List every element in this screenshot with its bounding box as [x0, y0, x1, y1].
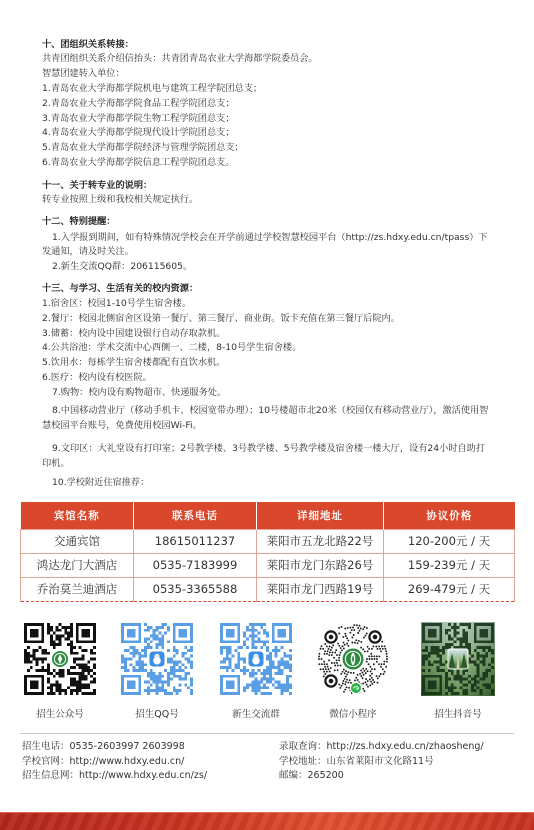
list-item: 2.餐厅：校园北侧宿舍区设第一餐厅、第三餐厅、商业街。饭卡充值在第三餐厅后院内。 [42, 312, 400, 324]
body-text [42, 38, 494, 491]
list-item: 7.购物：校内设有购物超市、快递服务处。 [52, 386, 227, 398]
new-student-group-qr-code-icon [219, 622, 293, 696]
address-cell: 莱阳市龙门东路26号 [257, 553, 384, 577]
contact-right-column [279, 740, 484, 784]
admission-query: 录取查询：http://zs.hdxy.edu.cn/zhaosheng/ [279, 741, 484, 752]
hotel-name-cell: 交通宾馆 [21, 529, 134, 553]
school-emblem-icon [51, 650, 70, 669]
school-address: 学校地址：山东省莱阳市文化路11号 [279, 755, 434, 767]
section-special-reminder [42, 215, 494, 275]
qr-label-student-group: 新生交流群 [232, 709, 280, 720]
address-cell: 莱阳市五龙北路22号 [257, 529, 384, 553]
qr-label-official-account: 招生公众号 [36, 709, 84, 720]
postal-code: 邮编：265200 [279, 770, 344, 782]
paragraph: 共青团组织关系介绍信抬头：共青团青岛农业大学海都学院委员会。 [42, 53, 318, 65]
list-item: 10.学校附近住宿推荐： [52, 476, 150, 488]
price-cell: 269-479元 / 天 [384, 577, 515, 601]
hotel-name-cell: 鸿达龙门大酒店 [21, 553, 134, 577]
wechat-mini-program-code-icon [316, 622, 390, 696]
section-heading: 十三、与学习、生活有关的校内资源： [42, 283, 199, 295]
column-header-address: 详细地址 [257, 502, 384, 529]
hotel-table [20, 502, 515, 602]
table-row [21, 577, 515, 601]
section-heading: 十一、关于转专业的说明： [42, 179, 153, 191]
footer-divider [20, 733, 514, 734]
qq-logo-icon [247, 650, 265, 668]
qr-label-mini-program: 微信小程序 [329, 709, 377, 720]
list-item: 4.青岛农业大学海都学院现代设计学院团总支； [42, 127, 235, 139]
column-header-phone: 联系电话 [134, 502, 257, 529]
bottom-decorative-band [0, 812, 534, 830]
table-row [21, 553, 515, 577]
admissions-info-website: 招生信息网：http://www.hdxy.edu.cn/zs/ [22, 770, 208, 782]
price-cell: 120-200元 / 天 [384, 529, 515, 553]
column-header-hotel-name: 宾馆名称 [21, 502, 134, 529]
qr-label-qq: 招生QQ号 [135, 709, 179, 720]
list-item: 8.中国移动营业厅（移动手机卡、校园宽带办理）；10号楼超市北20米（校园仅有移动营业厅），激活使用智慧校园平台账号，免费使用校园Wi-Fi。 [42, 405, 489, 432]
list-item: 5.饮用水：每栋学生宿舍楼都配有直饮水机。 [42, 357, 226, 369]
list-item: 3.储蓄：校内设中国建设银行自动存取款机。 [42, 327, 226, 339]
qr-label-douyin: 招生抖音号 [434, 709, 482, 720]
campus-photo-icon [448, 649, 468, 669]
list-item: 1.宿舍区：校园1-10号学生宿舍楼。 [42, 297, 192, 309]
hotel-name-cell: 乔治莫兰迪酒店 [21, 577, 134, 601]
phone-cell: 0535-3365588 [134, 577, 257, 601]
section-campus-resources [42, 282, 494, 490]
admissions-qq-qr-code-icon [120, 622, 194, 696]
list-item: 6.医疗：校内设有校医院。 [42, 371, 152, 383]
list-item: 3.青岛农业大学海都学院生物工程学院团总支； [42, 112, 235, 124]
table-header-row [21, 502, 515, 529]
table-row [21, 529, 515, 553]
column-header-price: 协议价格 [384, 502, 515, 529]
phone-cell: 18615011237 [134, 529, 257, 553]
qq-logo-icon [148, 650, 166, 668]
address-cell: 莱阳市龙门西路19号 [257, 577, 384, 601]
list-item: 5.青岛农业大学海都学院经济与管理学院团总支； [42, 142, 244, 154]
paragraph: 智慧团建转入单位： [42, 68, 125, 80]
school-emblem-icon [341, 647, 365, 671]
admissions-phone: 招生电话：0535-2603997 2603998 [22, 741, 185, 752]
section-heading: 十二、特别提醒： [42, 215, 116, 227]
table-body [21, 529, 515, 601]
list-item: 4.公共浴池：学术交流中心西侧一、二楼，8-10号学生宿舍楼。 [42, 342, 302, 354]
list-item: 9.文印区：大礼堂设有打印室；2号教学楼、3号教学楼、5号教学楼及宿舍楼一楼大厅，设有24小时自助打印机。 [42, 443, 486, 469]
section-league-relation-transfer [42, 38, 494, 171]
school-website: 学校官网：http://www.hdxy.edu.cn/ [22, 755, 185, 767]
admissions-douyin-qr-code-icon [421, 622, 495, 696]
table-header [21, 502, 515, 529]
list-item: 1.入学报到期间，如有特殊情况学校会在开学前通过学校智慧校园平台（http://zs.hdxy.edu.cn/tpass）下发通知，请及时关注。 [42, 231, 488, 258]
paragraph: 转专业按照上级和我校相关规定执行。 [42, 194, 199, 206]
mini-program-badge-icon [350, 682, 362, 694]
list-item: 2.新生交流QQ群：206115605。 [52, 261, 193, 273]
price-cell: 159-239元 / 天 [384, 553, 515, 577]
contact-left-column [22, 740, 207, 784]
section-major-transfer [42, 179, 494, 209]
list-item: 2.青岛农业大学海都学院食品工程学院团总支； [42, 97, 235, 109]
list-item: 6.青岛农业大学海都学院信息工程学院团总支。 [42, 156, 235, 168]
official-account-qr-code-icon [23, 622, 97, 696]
phone-cell: 0535-7183999 [134, 553, 257, 577]
section-heading: 十、团组织关系转接： [42, 38, 134, 50]
list-item: 1.青岛农业大学海都学院机电与建筑工程学院团总支； [42, 82, 263, 94]
